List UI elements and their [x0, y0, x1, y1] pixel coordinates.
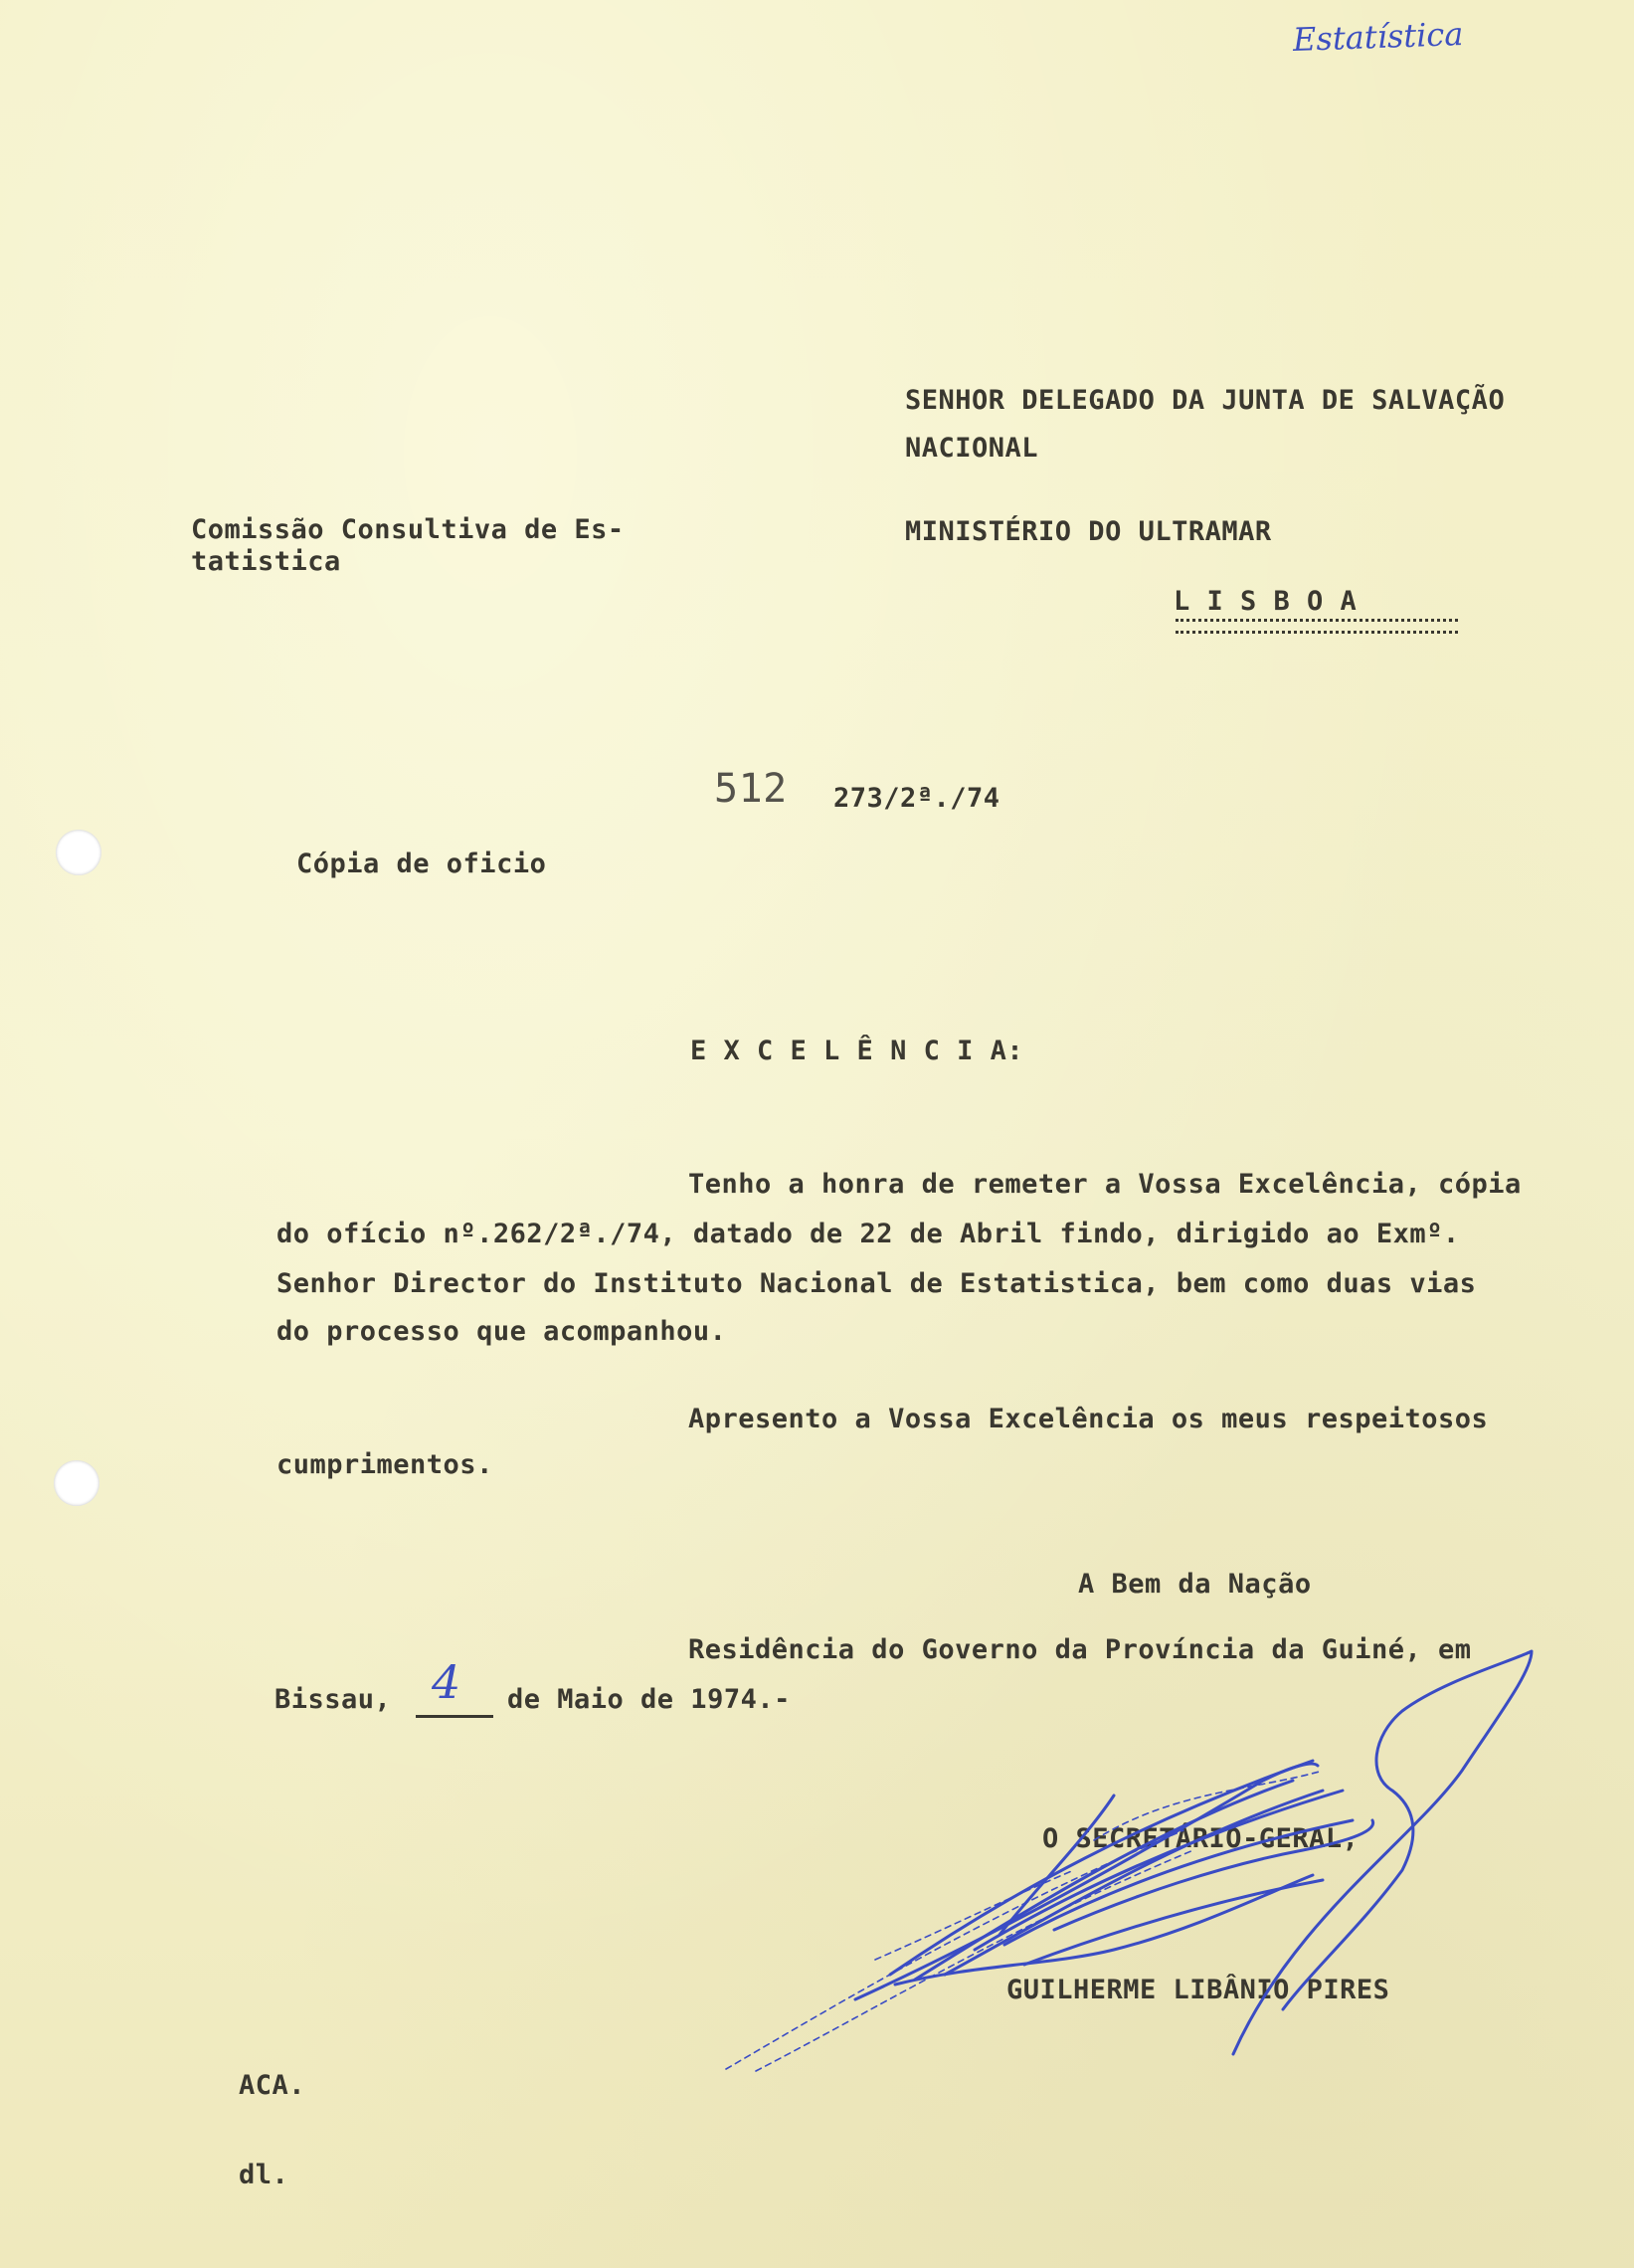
sender-line-1: Comissão Consultiva de Es-	[191, 514, 625, 545]
closing-place-suffix: de Maio de 1974.-	[507, 1684, 791, 1715]
body-p2-line-2: cumprimentos.	[276, 1449, 493, 1480]
signatory-name: GUILHERME LIBÂNIO PIRES	[1006, 1975, 1390, 2005]
addressee-city: L I S B O A	[1174, 586, 1358, 617]
footer-initials-2: dl.	[239, 2160, 289, 2190]
punch-hole-bottom	[54, 1460, 99, 1506]
handwritten-day: 4	[432, 1655, 461, 1709]
salutation: E X C E L Ê N C I A:	[690, 1036, 1024, 1066]
handwritten-annotation: Estatística	[1292, 15, 1464, 59]
closing-place-line-1: Residência do Governo da Província da Guiné, em	[688, 1634, 1472, 1665]
addressee-line-3: MINISTÉRIO DO ULTRAMAR	[905, 516, 1272, 547]
addressee-line-2: NACIONAL	[905, 433, 1039, 464]
body-p1-line-1: Tenho a honra de remeter a Vossa Excelência, cópia	[688, 1169, 1522, 1200]
body-p1-line-3: Senhor Director do Instituto Nacional de Estatistica, bem como duas vias	[276, 1268, 1477, 1299]
sender-line-2: tatistica	[191, 546, 341, 577]
date-blank-line	[416, 1715, 493, 1718]
body-p1-line-4: do processo que acompanhou.	[276, 1316, 727, 1347]
punch-hole-top	[56, 830, 101, 875]
closing-place-prefix: Bissau,	[274, 1684, 392, 1715]
reference-stamp-number: 512	[714, 766, 788, 812]
subject-line: Cópia de oficio	[296, 849, 547, 879]
signature-title: O SECRETÁRIO-GERAL,	[1042, 1823, 1360, 1854]
footer-initials-1: ACA.	[239, 2070, 306, 2101]
closing-motto: A Bem da Nação	[1078, 1569, 1312, 1600]
addressee-line-1: SENHOR DELEGADO DA JUNTA DE SALVAÇÃO	[905, 385, 1506, 416]
city-underline	[1176, 619, 1458, 634]
body-p1-line-2: do ofício nº.262/2ª./74, datado de 22 de Abril findo, dirigido ao Exmº.	[276, 1219, 1460, 1249]
body-p2-line-1: Apresento a Vossa Excelência os meus respeitosos	[688, 1404, 1489, 1434]
reference-number: 273/2ª./74	[833, 783, 1000, 814]
